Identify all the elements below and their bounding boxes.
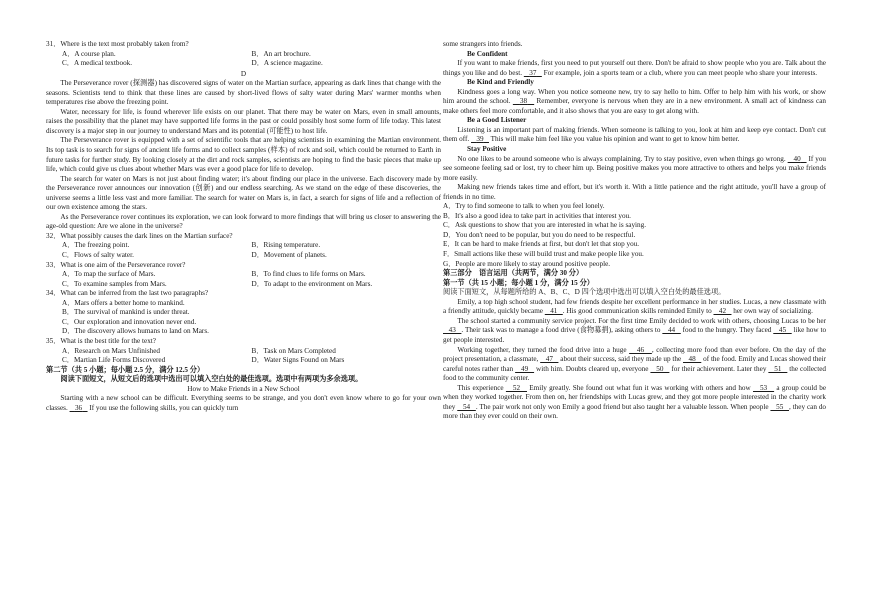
option[interactable]: B．An art brochure. xyxy=(251,49,311,58)
question-35-stem: 35．What is the best title for the text? xyxy=(46,336,156,345)
section-instruction: 阅读下面短文，从每题所给的 A、B、C、D 四个选项中选出可以填入空白处的最佳选项。 xyxy=(443,288,726,297)
section-heading: 第一节（共 15 小题；每小题 1 分，满分 15 分） xyxy=(443,278,594,287)
question-34-stem: 34．What can be inferred from the last two paragraphs? xyxy=(46,289,209,298)
passage-paragraph: Water, necessary for life, is found wherever life exists on our planet. That there may be water on Mars, even in small amounts, raises the possibility that the planet may have supported life forms in the past or could possibly host some form of life today. This latest discovery is a major step in our journey to understand Mars and its potential (可能性) to host life. xyxy=(46,107,441,135)
option[interactable]: E．It can be hard to make friends at first, but don't let that stop you. xyxy=(443,240,640,249)
right-column xyxy=(443,40,826,422)
text: Starting with a new school can be difficult. Everything seems to be strange, and you don't even know where to go for your own classes. xyxy=(46,394,441,412)
question-32-options xyxy=(46,241,441,251)
question-31-stem: 31．Where is the text most probably taken from? xyxy=(46,40,189,48)
text: For example, join a sports team or a club, where you can meet people who share your interests. xyxy=(541,68,818,77)
blank[interactable]: 47 xyxy=(540,355,559,364)
question-31-options-row2 xyxy=(46,59,441,69)
blank[interactable]: 54 xyxy=(457,402,476,411)
section-instruction: 阅读下面短文，从短文后的选项中选出可以填入空白处的最佳选项。选项中有两项为多余选项。 xyxy=(60,375,363,384)
blank[interactable] xyxy=(788,155,807,163)
passage-paragraph xyxy=(443,126,826,145)
blank[interactable]: 55 xyxy=(770,402,789,411)
cloze-paragraph xyxy=(443,384,826,422)
text: Emily, a top high school student, had few friends despite her excellent performance in her studies. Lucas, a new classmate with a friendly attitude, quickly became xyxy=(443,297,826,316)
blank[interactable]: 46 xyxy=(629,345,652,354)
subheading: Be Confident xyxy=(467,49,508,58)
text: food to the hungry. They faced xyxy=(680,326,774,335)
option[interactable]: B．It's also a good idea to take part in activities that interest you. xyxy=(443,211,631,220)
passage-paragraph: The search for water on Mars is not just about finding water; it's about finding our place in the universe. Each discovery made by the Perseverance rover announces our innovation (创新) and our endless searching. As we stand on the edge of these discoveries, the universe seems a little less vast and more familiar. The search for water on Mars is, in fact, a search for signs of life and a reflection of our own existence among the stars. xyxy=(46,174,441,212)
option[interactable]: A．The freezing point. xyxy=(62,241,130,250)
text: Kindness goes a long way. When you notice someone new, try to say hello to him. Offer to help him with his work, or show him around the school. xyxy=(443,87,826,106)
question-35-options-row2 xyxy=(46,356,441,366)
option[interactable]: A．To map the surface of Mars. xyxy=(62,270,156,279)
text: her own way of socializing. xyxy=(731,307,813,316)
cloze-paragraph xyxy=(443,346,826,384)
cloze-passage xyxy=(443,298,826,422)
blank[interactable]: 49 xyxy=(515,364,535,373)
text: like how to get people interested. xyxy=(443,326,827,344)
section-heading: 第二节（共 5 小题；每小题 2.5 分，满分 12.5 分） xyxy=(46,365,205,374)
option[interactable]: C．To examine samples from Mars. xyxy=(62,279,167,288)
text: for their achievement. Later they xyxy=(669,364,769,373)
passage-letter: D xyxy=(240,69,247,78)
text: This experience xyxy=(457,383,506,392)
text: The school started a community service project. For the first time Emily decided to work with others, choosing Lucas to be her xyxy=(457,316,826,325)
blank-number: 40 xyxy=(793,154,801,163)
question-31-options xyxy=(46,50,441,60)
blank[interactable]: 41 xyxy=(544,307,563,316)
text: . His good communication skills reminded Emily to xyxy=(562,307,714,316)
option[interactable]: D．To adapt to the environment on Mars. xyxy=(251,279,373,288)
option[interactable]: A．Mars offers a better home to mankind. xyxy=(62,298,185,307)
option[interactable]: G．People are more likely to stay around positive people. xyxy=(443,259,611,268)
question-33-options-row2 xyxy=(46,280,441,290)
text: Emily greatly. She found out what fun it was working with others and how xyxy=(526,383,754,392)
cloze-paragraph xyxy=(443,298,826,317)
option[interactable]: C．Ask questions to show that you are interested in what he is saying. xyxy=(443,221,647,230)
text: . The pair work not only won Emily a good friend but also taught her a valuable lesson. When people xyxy=(475,402,771,411)
question-32-options-row2 xyxy=(46,251,441,261)
passage-paragraph: The Perseverance rover (探测器) has discovered signs of water on the Martian surface, appearing as dark lines that change with the seasons. Scientists tend to think that these lines are caused by short-lived flows of salty water during Mars' warmer months when temperatures rise above the freezing point. xyxy=(46,79,441,107)
text: This will make him feel like you value his opinion and want to get to know him better. xyxy=(488,135,740,144)
text: . Their task was to manage a food drive (食物募捐), asking others to xyxy=(461,326,663,335)
blank[interactable]: 50 xyxy=(650,364,670,373)
passage-intro xyxy=(46,394,441,413)
option[interactable]: B．Rising temperature. xyxy=(251,241,321,250)
option[interactable]: B．Task on Mars Completed xyxy=(251,346,336,355)
option[interactable]: D．You don't need to be popular, but you do need to be respectful. xyxy=(443,230,636,239)
text: with him. Doubts cleared up, everyone xyxy=(534,364,651,373)
text: a group could be when they worked together. From then on, her friendships with Lucas grew, and they got more people interested in the charity work they xyxy=(443,383,827,411)
blank[interactable]: 51 xyxy=(768,364,788,373)
option[interactable]: D．A science magazine. xyxy=(251,59,323,68)
blank[interactable]: 48 xyxy=(683,355,702,364)
option[interactable]: D．The discovery allows humans to land on Mars. xyxy=(62,327,209,336)
option[interactable]: C．Martian Life Forms Discovered xyxy=(62,356,166,365)
part-heading: 第三部分 语言运用（共两节，满分 30 分） xyxy=(443,269,584,278)
subheading: Be a Good Listener xyxy=(467,116,527,125)
question-33-options xyxy=(46,270,441,280)
option[interactable]: C．A medical textbook. xyxy=(62,59,133,68)
text: If you see someone feeling sad or lost, try to cheer him up. Being positive makes you more attractive to others and helps you make friends more easily. xyxy=(443,154,827,182)
blank[interactable]: 44 xyxy=(662,326,681,335)
blank[interactable]: 43 xyxy=(443,326,462,335)
cloze-paragraph xyxy=(443,317,826,346)
option[interactable]: A．Try to find someone to talk to when you feel lonely. xyxy=(443,202,605,211)
subheading: Stay Positive xyxy=(467,145,507,154)
blank[interactable] xyxy=(513,97,534,105)
passage-title: How to Make Friends in a New School xyxy=(187,384,300,393)
left-column xyxy=(46,40,441,413)
passage-paragraph xyxy=(443,155,826,184)
option[interactable]: B．To find clues to life forms on Mars. xyxy=(251,270,366,279)
continued-text: some strangers into friends. xyxy=(443,40,523,48)
blank[interactable]: 52 xyxy=(505,383,527,392)
blank[interactable]: 45 xyxy=(773,326,792,335)
option[interactable]: A．A course plan. xyxy=(62,49,116,58)
question-32-stem: 32．What possibly causes the dark lines on the Martian surface? xyxy=(46,231,233,240)
passage-paragraph xyxy=(443,59,826,78)
text: If you want to make friends, first you need to put yourself out there. Don't be afraid to show people who you are. Talk about the things you like and do best. xyxy=(443,59,826,77)
option[interactable]: B．The survival of mankind is under threat. xyxy=(62,308,190,317)
text: No one likes to be around someone who is always complaining. Try to stay positive, even when things go wrong. xyxy=(457,154,788,163)
text: Listening is an important part of making friends. When someone is talking to you, look at him and keep eye contact. Don't cut them off. xyxy=(443,125,826,144)
blank-number: 36 xyxy=(74,403,83,412)
question-33-stem: 33．What is one aim of the Perseverance rover? xyxy=(46,260,186,269)
blank[interactable]: 42 xyxy=(713,307,732,316)
blank-number: 39 xyxy=(476,135,484,144)
option[interactable]: C．Flows of salty water. xyxy=(62,251,134,260)
blank-number: 38 xyxy=(519,97,528,106)
option[interactable]: F．Small actions like these will build trust and make people like you. xyxy=(443,250,644,259)
option[interactable]: C．Our exploration and innovation never end. xyxy=(62,317,197,326)
option[interactable]: D．Water Signs Found on Mars xyxy=(251,356,345,365)
passage-paragraph: Making new friends takes time and effort, but it's worth it. With a little patience and the right attitude, you'll have a group of friends in no time. xyxy=(443,183,826,201)
text: , they can do more than they ever could on their own. xyxy=(443,402,827,421)
text: Working together, they turned the food drive into a huge xyxy=(457,345,630,354)
blank[interactable] xyxy=(471,135,489,143)
blank[interactable]: 53 xyxy=(753,383,775,392)
question-35-options xyxy=(46,347,441,357)
text: Remember, everyone is nervous when they are in a new environment. A small act of kindness can make others feel more comfortable, and it also shows that you are easy to get along with. xyxy=(443,97,827,115)
option[interactable]: A．Research on Mars Unfinished xyxy=(62,346,161,355)
text: about their success, said they made up the xyxy=(558,355,684,364)
passage-paragraph: As the Perseverance rover continues its exploration, we can look forward to more findings that will bring us closer to answering the age-old question: Are we alone in the universe? xyxy=(46,212,441,231)
blank-number: 37 xyxy=(529,68,537,77)
passage-paragraph: The Perseverance rover is equipped with a set of scientific tools that are helping scientists in examining the Martian environment. Its top task is to search for signs of ancient life forms and to collect samples (样本) of rock and soil, which could be returned to Earth in future tasks for further study. By looking closely at the dirt and rock samples, scientists are hoping to find the basic pieces that make up life, which could give us clues about whether Mars was ever a good place for life to develop. xyxy=(46,136,441,174)
blank[interactable] xyxy=(70,404,88,412)
blank[interactable] xyxy=(524,69,542,77)
subheading: Be Kind and Friendly xyxy=(467,78,534,87)
text: of the food. Emily and Lucas showed their careful notes rather than xyxy=(443,355,826,373)
text: the collected food to the community center. xyxy=(443,364,826,383)
text: If you use the following skills, you can quickly turn xyxy=(87,403,239,412)
passage-paragraph xyxy=(443,88,826,117)
option[interactable]: D．Movement of planets. xyxy=(251,251,327,260)
text: , collecting more food than ever before. On the day of the project presentation, a classmate, xyxy=(443,345,826,364)
